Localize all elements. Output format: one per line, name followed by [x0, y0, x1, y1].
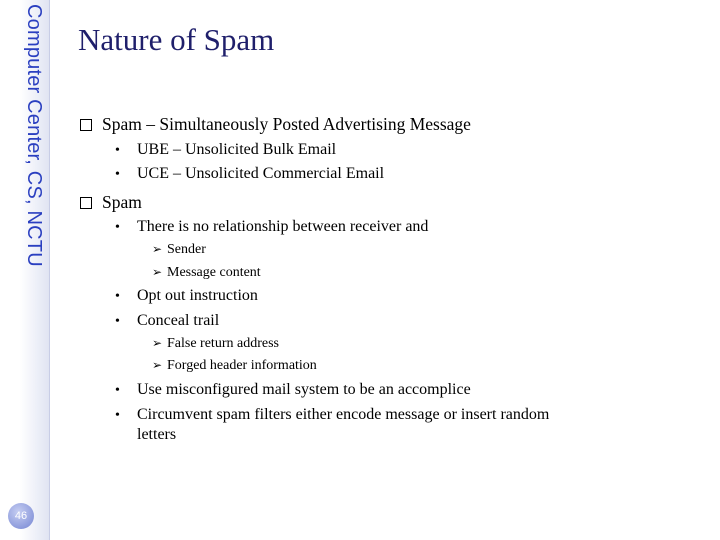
sidebar: [0, 0, 50, 540]
bullet-text: UCE – Unsolicited Commercial Email: [137, 165, 385, 182]
bullet-item-level2: [115, 406, 549, 424]
dot-bullet-icon: •: [115, 289, 120, 304]
bullet-text: Circumvent spam filters either encode message or insert random: [137, 406, 550, 423]
checkbox-bullet-icon: [80, 119, 92, 131]
bullet-continuation: [137, 426, 176, 444]
bullet-text: Conceal trail: [137, 312, 220, 329]
arrow-bullet-icon: ➢: [152, 265, 163, 279]
bullet-text: There is no relationship between receiver and: [137, 218, 429, 235]
arrow-bullet-icon: ➢: [152, 358, 163, 372]
bullet-text: Forged header information: [167, 358, 317, 373]
checkbox-bullet-icon: [80, 197, 92, 209]
bullet-text: Sender: [167, 242, 206, 257]
bullet-text: UBE – Unsolicited Bulk Email: [137, 141, 337, 158]
arrow-bullet-icon: ➢: [152, 242, 163, 256]
bullet-text: Use misconfigured mail system to be an accomplice: [137, 381, 471, 398]
bullet-text: Spam: [102, 192, 142, 212]
bullet-item-level2: [115, 165, 384, 183]
bullet-text: Message content: [167, 265, 261, 280]
bullet-item-level2: [115, 218, 428, 236]
dot-bullet-icon: •: [115, 408, 120, 423]
dot-bullet-icon: •: [115, 383, 120, 398]
dot-bullet-icon: •: [115, 314, 120, 329]
page-number-badge: 46: [8, 503, 34, 529]
bullet-item-level2: [115, 312, 219, 330]
sidebar-label: Computer Center, CS, NCTU: [23, 4, 45, 267]
arrow-bullet-icon: ➢: [152, 336, 163, 350]
bullet-item-level3: [152, 336, 279, 352]
bullet-text: letters: [137, 426, 177, 443]
bullet-item-level3: [152, 242, 206, 258]
bullet-text: Spam – Simultaneously Posted Advertising Message: [102, 114, 471, 134]
dot-bullet-icon: •: [115, 220, 120, 235]
bullet-item-level2: [115, 287, 258, 305]
bullet-item-level2: [115, 141, 336, 159]
bullet-item-level1: [80, 192, 142, 213]
bullet-text: Opt out instruction: [137, 287, 258, 304]
bullet-item-level3: [152, 265, 261, 281]
dot-bullet-icon: •: [115, 167, 120, 182]
bullet-item-level2: [115, 381, 471, 399]
bullet-item-level3: [152, 358, 317, 374]
dot-bullet-icon: •: [115, 143, 120, 158]
bullet-item-level1: [80, 114, 471, 135]
bullet-text: False return address: [167, 336, 279, 351]
slide-title: Nature of Spam: [78, 22, 275, 57]
